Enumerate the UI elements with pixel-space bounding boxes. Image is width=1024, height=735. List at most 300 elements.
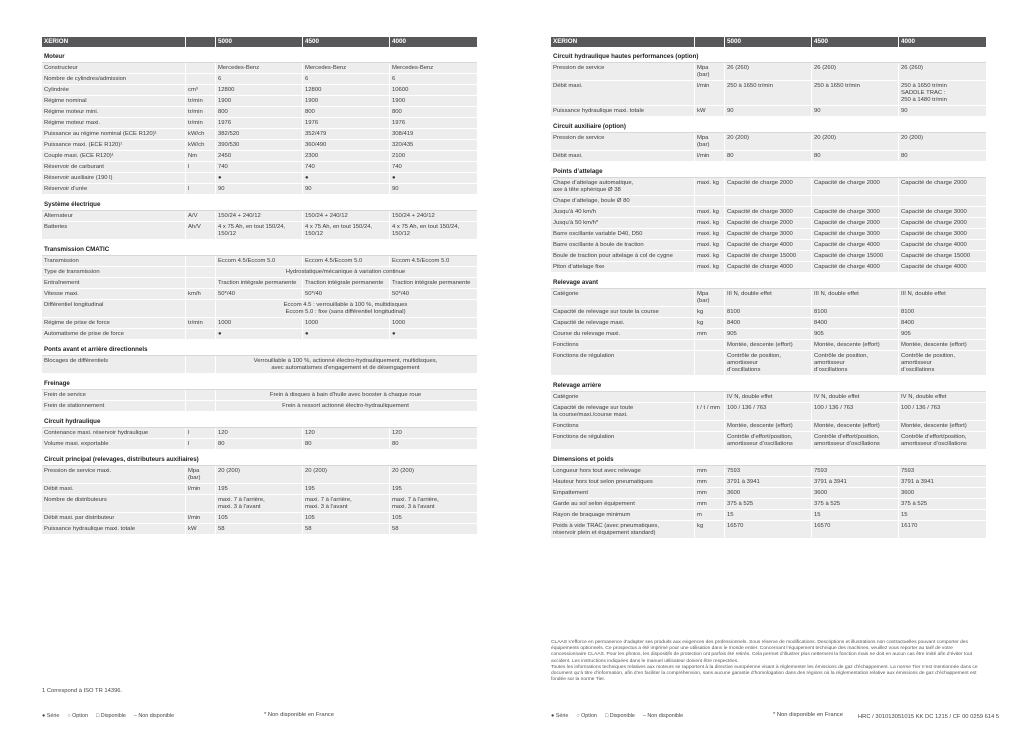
spec-value-5000: 58: [216, 524, 303, 534]
spec-label: Puissance au régime nominal (ECE R120)¹: [42, 129, 186, 139]
spec-unit: kg: [695, 521, 725, 538]
section-title: Moteur: [42, 47, 477, 63]
table-row: [551, 133, 986, 151]
spec-value-5000: IV N, double effet: [725, 392, 812, 402]
spec-value-4500: 375 à 525: [812, 499, 899, 509]
section-title: Système électrique: [42, 195, 477, 211]
spec-value-4500: Capacité de charge 4000: [812, 262, 899, 272]
section-title: Dimensions et poids: [551, 450, 986, 466]
spec-value-4500: 800: [303, 107, 390, 117]
left-spec-page: [42, 37, 477, 535]
spec-value-4500: Eccom 4.5/Eccom 5.0: [303, 256, 390, 266]
table-row: [551, 81, 986, 106]
spec-label: Fonctions: [551, 340, 695, 350]
spec-unit: l: [186, 428, 216, 438]
spec-value-4500: 90: [303, 184, 390, 194]
spec-value-4500: 250 à 1650 tr/min: [812, 81, 899, 105]
spec-unit: [186, 74, 216, 84]
table-row: [42, 63, 477, 74]
spec-unit: [695, 196, 725, 206]
spec-value-5000: 50*/40: [216, 289, 303, 299]
spec-value-4500: 905: [812, 329, 899, 339]
spec-value-4000: 80: [392, 440, 399, 447]
table-row: [551, 63, 986, 81]
spec-label: Batteries: [42, 222, 186, 239]
spec-unit: cm³: [186, 85, 216, 95]
spec-value-4500: 1976: [303, 118, 390, 128]
spec-value-4000: 15: [901, 511, 908, 518]
table-row: [42, 74, 477, 85]
legend-disponible: □ Disponible: [95, 713, 126, 719]
spec-label: Pression de service maxi.: [42, 466, 186, 483]
spec-label: Capacité de relevage maxi.: [551, 318, 695, 328]
spec-label: Blocages de différentiels: [42, 356, 186, 373]
spec-value-5000: 1900: [216, 96, 303, 106]
spec-unit: mm: [695, 477, 725, 487]
spec-unit: kg: [695, 318, 725, 328]
spec-unit: mm: [695, 488, 725, 498]
spec-value-4000: 10600: [392, 86, 409, 93]
spec-label: Longueur hors tout avec relevage: [551, 466, 695, 476]
spec-unit: tr/min: [186, 118, 216, 128]
spec-value-4500: 8400: [812, 318, 899, 328]
spec-value-4000: 3600: [901, 489, 915, 496]
section-title: Freinage: [42, 374, 477, 390]
spec-value-4000: 90: [901, 107, 908, 114]
table-row: [551, 218, 986, 229]
spec-unit: [695, 340, 725, 350]
spec-value-5000: [725, 196, 812, 206]
spec-value-5000: 1976: [216, 118, 303, 128]
spec-value-5000: 80: [725, 151, 812, 161]
table-row: [42, 329, 477, 340]
spec-label: Puissance hydraulique maxi. totale: [42, 524, 186, 534]
spec-value-5000: Contrôle d’effort/position, amortisseur d’oscillations: [725, 432, 812, 449]
spec-label: Garde au sol selon équipement: [551, 499, 695, 509]
table-row: [551, 240, 986, 251]
document-reference: HRC / 301013051015 KK DC 1215 / CF 00 0259 614 5: [858, 714, 1000, 720]
spec-value-4000: 150/24 + 240/12: [392, 212, 435, 219]
spec-label: Capacité de relevage sur toute la course/maxi./course maxi.: [551, 403, 695, 420]
spec-value-4000: ●: [392, 330, 396, 337]
spec-label: Réservoir auxiliaire (190 l): [42, 173, 186, 183]
spec-value-4000: Capacité de charge 3000: [901, 230, 967, 237]
table-row: [42, 140, 477, 151]
spec-value-4000: 26 (260): [901, 64, 923, 71]
spec-value-4500: Capacité de charge 2000: [812, 178, 899, 195]
spec-label: Catégorie: [551, 289, 695, 306]
table-row: [551, 178, 986, 196]
spec-value-4500: Montée, descente (effort): [812, 421, 899, 431]
header-cell: XERION: [42, 37, 186, 47]
spec-value-5000: Capacité de charge 4000: [725, 262, 812, 272]
spec-value-4000: Montée, descente (effort): [901, 341, 967, 348]
spec-value-4500: 100 / 136 / 763: [812, 403, 899, 420]
spec-value-4000: 740: [392, 163, 402, 170]
spec-unit: l/min: [186, 513, 216, 523]
spec-unit: [186, 390, 216, 400]
spec-label: Frein de service: [42, 390, 186, 400]
section-title: Points d’attelage: [551, 162, 986, 178]
table-header: [551, 37, 986, 47]
spec-value-5000: 20 (200): [725, 133, 812, 150]
spec-value-4000: 320/435: [392, 141, 414, 148]
spec-value-4000: IV N, double effet: [901, 393, 947, 400]
spec-unit: [186, 256, 216, 266]
table-row: [551, 329, 986, 340]
spec-value-4000: 1976: [392, 119, 406, 126]
header-cell: 4000: [392, 38, 407, 45]
table-row: [551, 510, 986, 521]
spec-value-4500: Capacité de charge 3000: [812, 229, 899, 239]
spec-value-4000: Mercedes-Benz: [392, 64, 434, 71]
spec-value-4500: IV N, double effet: [812, 392, 899, 402]
table-row: [42, 390, 477, 401]
spec-value-5000: Capacité de charge 3000: [725, 229, 812, 239]
legend-non-disponible: – Non disponible: [642, 713, 684, 719]
spec-unit: maxi. kg: [695, 229, 725, 239]
spec-unit: t / t / mm: [695, 403, 725, 420]
legend-option: ○ Option: [67, 713, 88, 719]
spec-unit: [695, 392, 725, 402]
spec-label: Régime moteur maxi.: [42, 118, 186, 128]
spec-value-4000: Capacité de charge 2000: [901, 179, 967, 186]
spec-value-4000: 800: [392, 108, 402, 115]
spec-value-4000: 90: [392, 185, 399, 192]
table-row: [42, 107, 477, 118]
spec-value-4500: 80: [303, 439, 390, 449]
spec-unit: Ah/V: [186, 222, 216, 239]
section-title: Relevage arrière: [551, 376, 986, 392]
table-row: [42, 211, 477, 222]
spec-value-4500: 352/479: [303, 129, 390, 139]
spec-value-5000: ●: [216, 173, 303, 183]
spec-value-4500: 360/490: [303, 140, 390, 150]
spec-unit: [186, 401, 216, 411]
table-row: [551, 392, 986, 403]
table-row: [551, 432, 986, 450]
spec-value-all-models: Frein à disques à bain d’huile avec booster à chaque roue: [269, 391, 422, 398]
spec-value-5000: 390/530: [216, 140, 303, 150]
table-row: [42, 356, 477, 374]
right-spec-page: [551, 37, 986, 539]
spec-label: Pression de service: [551, 133, 695, 150]
spec-value-5000: 80: [216, 439, 303, 449]
spec-unit: kg: [695, 307, 725, 317]
spec-value-4000: 2100: [392, 152, 406, 159]
spec-value-4500: Capacité de charge 4000: [812, 240, 899, 250]
spec-value-4500: 26 (260): [812, 63, 899, 80]
spec-value-4000: 8400: [901, 319, 915, 326]
spec-label: Boule de traction pour attelage à col de cygne: [551, 251, 695, 261]
section-title: Ponts avant et arrière directionnels: [42, 340, 477, 356]
header-cell: XERION: [551, 37, 695, 47]
spec-unit: Mpa (bar): [695, 289, 725, 306]
table-row: [42, 495, 477, 513]
spec-value-4000: Montée, descente (effort): [901, 422, 967, 429]
spec-label: Capacité de relevage sur toute la course: [551, 307, 695, 317]
footnote: 1 Correspond à ISO TR 14396.: [42, 688, 123, 694]
spec-value-4500: 58: [303, 524, 390, 534]
spec-value-5000: 195: [216, 484, 303, 494]
spec-label: Course du relevage maxi.: [551, 329, 695, 339]
spec-value-5000: 100 / 136 / 763: [725, 403, 812, 420]
spec-value-4000: ●: [392, 174, 396, 181]
table-row: [42, 318, 477, 329]
spec-label: Empattement: [551, 488, 695, 498]
spec-value-4000: Contrôle de position, amortisseur d’oscillations: [901, 352, 956, 373]
spec-unit: kW/ch: [186, 129, 216, 139]
table-row: [551, 499, 986, 510]
spec-label: Nombre de cylindres/admission: [42, 74, 186, 84]
spec-value-5000: Contrôle de position, amortisseur d’oscillations: [725, 351, 812, 375]
spec-value-5000: 4 x 75 Ah, en tout 150/24, 150/12: [216, 222, 303, 239]
spec-value-4000: 3791 à 3941: [901, 478, 934, 485]
table-row: [42, 484, 477, 495]
spec-unit: [695, 351, 725, 375]
table-row: [42, 524, 477, 535]
spec-unit: l/min: [186, 484, 216, 494]
table-row: [42, 151, 477, 162]
spec-value-5000: 12800: [216, 85, 303, 95]
spec-label: Régime moteur mini.: [42, 107, 186, 117]
spec-value-4000: 16170: [901, 522, 918, 529]
spec-value-4000: Capacité de charge 3000: [901, 208, 967, 215]
spec-unit: km/h: [186, 289, 216, 299]
spec-value-5000: 8100: [725, 307, 812, 317]
spec-unit: [695, 432, 725, 449]
spec-value-4000: 905: [901, 330, 911, 337]
spec-unit: m: [695, 510, 725, 520]
spec-value-all-models: Verrouillable à 100 %, actionné électro-hydrauliquement, multidisques, avec automatismes d’engagement et de désengagement: [253, 357, 438, 371]
spec-label: Couple maxi. (ECE R120)¹: [42, 151, 186, 161]
spec-value-4000: [899, 196, 986, 206]
spec-unit: kW/ch: [186, 140, 216, 150]
spec-value-5000: maxi. 7 à l’arrière, maxi. 3 à l’avant: [216, 495, 303, 512]
spec-label: Rayon de braquage minimum: [551, 510, 695, 520]
header-cell: 4500: [303, 37, 390, 47]
section-title: Circuit auxiliaire (option): [551, 117, 986, 133]
spec-value-4500: 80: [812, 151, 899, 161]
spec-value-all-models: Frein à ressort actionné électro-hydrauliquement: [282, 402, 409, 409]
spec-value-5000: 3600: [725, 488, 812, 498]
spec-value-5000: 105: [216, 513, 303, 523]
spec-value-4500: 1000: [303, 318, 390, 328]
spec-value-5000: 375 à 525: [725, 499, 812, 509]
spec-value-5000: 250 à 1650 tr/min: [725, 81, 812, 105]
spec-value-4000: 1000: [392, 319, 406, 326]
spec-value-4000: 195: [392, 485, 402, 492]
table-row: [551, 488, 986, 499]
spec-value-4500: [812, 196, 899, 206]
spec-unit: mm: [695, 329, 725, 339]
table-row: [551, 340, 986, 351]
spec-label: Réservoir de carburant: [42, 162, 186, 172]
spec-value-4000: maxi. 7 à l’arrière, maxi. 3 à l’avant: [392, 496, 439, 510]
spec-value-4500: Mercedes-Benz: [303, 63, 390, 73]
spec-unit: [186, 300, 216, 317]
header-cell: 5000: [216, 37, 303, 47]
spec-unit: mm: [695, 466, 725, 476]
spec-label: Débit maxi.: [42, 484, 186, 494]
spec-value-5000: 120: [216, 428, 303, 438]
spec-unit: kW: [695, 106, 725, 116]
spec-value-4000: 8100: [901, 308, 915, 315]
table-row: [42, 256, 477, 267]
spec-value-4500: 15: [812, 510, 899, 520]
spec-label: Cylindrée: [42, 85, 186, 95]
spec-value-4500: 8100: [812, 307, 899, 317]
spec-unit: [186, 173, 216, 183]
spec-unit: l/min: [695, 81, 725, 105]
spec-value-all-models: Hydrostatique/mécanique à variation continue: [285, 268, 406, 275]
spec-value-5000: 150/24 + 240/12: [216, 211, 303, 221]
spec-value-4500: 105: [303, 513, 390, 523]
spec-value-4000: 105: [392, 514, 402, 521]
spec-value-4500: 740: [303, 162, 390, 172]
spec-label: Réservoir d’urée: [42, 184, 186, 194]
spec-label: Jusqu’à 50 km/h*: [551, 218, 695, 228]
spec-unit: l: [186, 184, 216, 194]
spec-unit: [186, 267, 216, 277]
header-cell: 4500: [812, 37, 899, 47]
legend-left: [42, 713, 174, 719]
spec-label: Vitesse maxi.: [42, 289, 186, 299]
section-title: Circuit principal (relevages, distributeurs auxiliaires): [42, 450, 477, 466]
spec-unit: l: [186, 162, 216, 172]
spec-value-4000: 58: [392, 525, 399, 532]
spec-label: Transmission: [42, 256, 186, 266]
spec-label: Chape d’attelage automatique, axe à tête sphérique Ø 38: [551, 178, 695, 195]
spec-value-4000: 1900: [392, 97, 406, 104]
table-row: [42, 222, 477, 240]
spec-label: Piton d’attelage fixe: [551, 262, 695, 272]
table-row: [42, 162, 477, 173]
spec-value-4000: 375 à 525: [901, 500, 928, 507]
spec-value-5000: 800: [216, 107, 303, 117]
section-title: Circuit hydraulique: [42, 412, 477, 428]
spec-value-5000: Eccom 4.5/Eccom 5.0: [216, 256, 303, 266]
spec-value-5000: Montée, descente (effort): [725, 421, 812, 431]
table-row: [42, 129, 477, 140]
spec-value-4500: 195: [303, 484, 390, 494]
table-header: [42, 37, 477, 47]
spec-value-5000: 90: [216, 184, 303, 194]
spec-label: Pression de service: [551, 63, 695, 80]
spec-label: Débit maxi. par distributeur: [42, 513, 186, 523]
spec-label: Hauteur hors tout selon pneumatiques: [551, 477, 695, 487]
table-row: [551, 262, 986, 273]
spec-label: Barre oscillante à boule de traction: [551, 240, 695, 250]
spec-value-4000: 6: [392, 75, 396, 82]
spec-label: Volume maxi. exportable: [42, 439, 186, 449]
table-row: [42, 184, 477, 195]
spec-value-4500: 50*/40: [303, 289, 390, 299]
spec-value-4000: 4 x 75 Ah, en tout 150/24, 150/12: [392, 223, 460, 237]
legend-right: [551, 713, 683, 719]
table-row: [551, 318, 986, 329]
table-row: [42, 96, 477, 107]
spec-value-4500: Capacité de charge 3000: [812, 207, 899, 217]
table-row: [42, 466, 477, 484]
spec-unit: kW: [186, 524, 216, 534]
not-available-france-note: * Non disponible en France: [773, 712, 843, 718]
spec-unit: Mpa (bar): [186, 466, 216, 483]
table-row: [42, 439, 477, 450]
header-cell: [186, 37, 216, 47]
spec-value-5000: Capacité de charge 2000: [725, 178, 812, 195]
spec-label: Régime nominal: [42, 96, 186, 106]
spec-value-5000: Traction intégrale permanente: [216, 278, 303, 288]
section-title: Circuit hydraulique hautes performances (option): [551, 47, 986, 63]
spec-value-4500: Contrôle de position, amortisseur d’oscillations: [812, 351, 899, 375]
spec-value-5000: Mercedes-Benz: [216, 63, 303, 73]
spec-unit: tr/min: [186, 96, 216, 106]
spec-value-4500: 16570: [812, 521, 899, 538]
spec-value-5000: Capacité de charge 2000: [725, 218, 812, 228]
spec-unit: maxi. kg: [695, 240, 725, 250]
spec-value-4500: Capacité de charge 2000: [812, 218, 899, 228]
table-row: [551, 351, 986, 376]
spec-value-5000: 16570: [725, 521, 812, 538]
spec-value-5000: 382/520: [216, 129, 303, 139]
spec-value-4500: 3600: [812, 488, 899, 498]
spec-value-4000: Contrôle d’effort/position, amortisseur d’oscillations: [901, 433, 967, 447]
table-row: [42, 300, 477, 318]
spec-value-4500: Traction intégrale permanente: [303, 278, 390, 288]
spec-label: Jusqu’à 40 km/h: [551, 207, 695, 217]
spec-value-5000: 90: [725, 106, 812, 116]
header-cell: 4000: [901, 38, 916, 45]
spec-value-4000: 308/419: [392, 130, 414, 137]
spec-value-5000: Montée, descente (effort): [725, 340, 812, 350]
spec-value-5000: 3791 à 3941: [725, 477, 812, 487]
spec-value-5000: 8400: [725, 318, 812, 328]
spec-value-4500: 2300: [303, 151, 390, 161]
spec-value-4500: 120: [303, 428, 390, 438]
spec-label: Puissance maxi. (ECE R120)¹: [42, 140, 186, 150]
section-title: Relevage avant: [551, 273, 986, 289]
legend-serie: ● Série: [42, 713, 60, 719]
spec-unit: [186, 63, 216, 73]
spec-value-5000: 15: [725, 510, 812, 520]
spec-value-5000: Capacité de charge 15000: [725, 251, 812, 261]
spec-value-4500: ●: [303, 329, 390, 339]
spec-unit: [186, 495, 216, 512]
spec-value-4500: maxi. 7 à l’arrière, maxi. 3 à l’avant: [303, 495, 390, 512]
table-row: [551, 289, 986, 307]
spec-value-4000: 100 / 136 / 763: [901, 404, 941, 411]
spec-unit: maxi. kg: [695, 262, 725, 272]
table-row: [551, 307, 986, 318]
spec-value-4500: 20 (200): [303, 466, 390, 483]
spec-label: Type de transmission: [42, 267, 186, 277]
spec-unit: maxi. kg: [695, 251, 725, 261]
table-row: [42, 289, 477, 300]
spec-unit: mm: [695, 499, 725, 509]
spec-value-all-models: Eccom 4.5 : verrouillable à 100 %, multidisques Eccom 5.0 : fixe (sans différentiel longitudinal): [283, 301, 408, 315]
spec-value-4500: 6: [303, 74, 390, 84]
spec-label: Alternateur: [42, 211, 186, 221]
spec-label: Débit maxi.: [551, 81, 695, 105]
spec-unit: Mpa (bar): [695, 63, 725, 80]
spec-label: Constructeur: [42, 63, 186, 73]
table-row: [551, 207, 986, 218]
legend-non-disponible: – Non disponible: [133, 713, 175, 719]
spec-value-4000: 20 (200): [392, 467, 414, 474]
spec-label: Débit maxi.: [551, 151, 695, 161]
table-row: [42, 85, 477, 96]
